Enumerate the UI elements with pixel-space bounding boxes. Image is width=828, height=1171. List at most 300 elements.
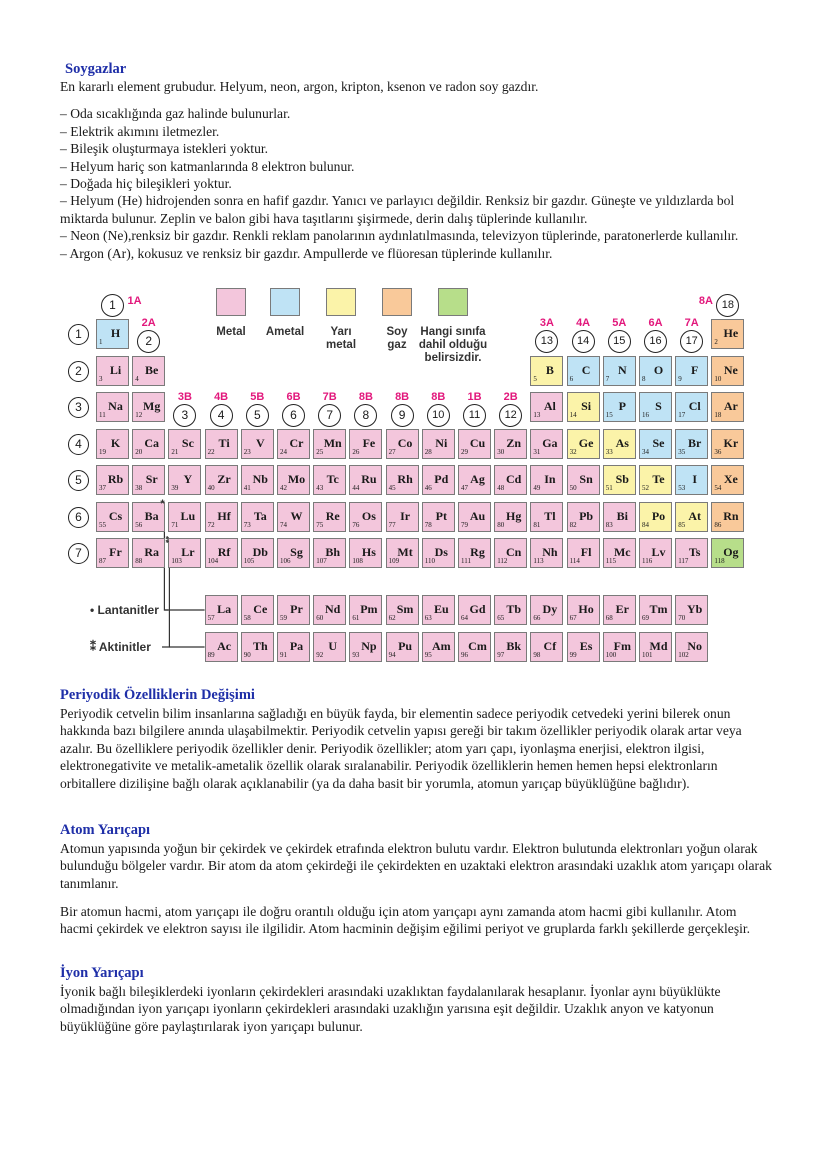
element-cell-c	[567, 356, 600, 386]
atomic-number: 105	[243, 557, 255, 565]
atomic-number: 88	[135, 557, 143, 565]
element-cell-i	[675, 465, 708, 495]
element-cell-sr	[132, 465, 165, 495]
element-cell-b	[530, 356, 563, 386]
atomic-number: 45	[388, 484, 396, 492]
element-cell-og	[711, 538, 744, 568]
element-cell-k	[96, 429, 129, 459]
element-symbol: Hg	[506, 508, 522, 523]
group-label-4a: 4A	[576, 317, 591, 329]
bullet: – Bileşik oluşturmaya istekleri yoktur.	[60, 141, 269, 157]
atomic-number: 10	[714, 374, 722, 383]
atomic-number: 36	[714, 447, 722, 456]
element-cell-ac	[205, 632, 238, 662]
period-number-7: 7	[68, 543, 89, 564]
atomic-number: 57	[207, 614, 215, 622]
legend-label-noble: Soy gaz	[386, 326, 408, 351]
element-cell-bh	[313, 538, 346, 568]
element-symbol: Md	[649, 639, 668, 653]
element-symbol: Np	[361, 639, 377, 653]
atomic-number: 27	[388, 447, 396, 456]
element-symbol: Ds	[434, 545, 448, 559]
atomic-number: 31	[533, 447, 541, 456]
legend-label-metal: Metal	[216, 326, 246, 338]
atomic-number: 118	[714, 557, 725, 565]
group-label-6a: 6A	[648, 317, 663, 329]
atomic-number: 89	[207, 651, 215, 659]
element-symbol: Pd	[434, 472, 449, 486]
element-symbol: Se	[652, 435, 665, 450]
atomic-number: 109	[388, 557, 400, 565]
element-cell-xe	[711, 465, 744, 495]
element-symbol: Fl	[580, 545, 592, 559]
group-number-17: 17	[680, 330, 703, 353]
atomic-number: 63	[424, 614, 432, 622]
element-cell-ca	[132, 429, 165, 459]
atomic-number: 17	[678, 411, 686, 419]
element-cell-lr	[168, 538, 201, 568]
element-symbol: V	[255, 435, 265, 450]
atomic-number: 2	[714, 338, 718, 346]
atomic-number: 72	[207, 520, 215, 529]
atomic-number: 70	[678, 614, 686, 622]
atomic-number: 91	[280, 651, 287, 659]
atomic-number: 107	[316, 557, 327, 565]
element-symbol: Eu	[433, 602, 449, 616]
element-symbol: Ca	[144, 435, 160, 450]
atomic-number: 38	[135, 484, 143, 492]
element-symbol: Rg	[470, 545, 485, 559]
group-number-14: 14	[572, 330, 595, 353]
atomic-number: 61	[352, 614, 360, 622]
atomic-number: 108	[352, 557, 363, 565]
atomic-number: 40	[207, 484, 215, 492]
element-symbol: Sg	[290, 545, 303, 559]
element-cell-nd	[313, 595, 346, 625]
element-cell-v	[241, 429, 274, 459]
actinide-marker: **	[160, 536, 171, 544]
group-label-8a: 8A	[698, 295, 713, 307]
element-cell-be	[132, 356, 165, 386]
element-cell-se	[639, 429, 672, 459]
element-symbol: Hf	[217, 508, 231, 523]
period-number-5: 5	[68, 470, 89, 491]
element-cell-y	[168, 465, 201, 495]
element-symbol: Cm	[468, 639, 487, 653]
element-symbol: Cs	[108, 508, 123, 523]
element-cell-dy	[530, 595, 563, 625]
element-cell-in	[530, 465, 563, 495]
element-symbol: Te	[652, 472, 665, 486]
element-cell-gd	[458, 595, 491, 625]
group-label-5a: 5A	[612, 317, 627, 329]
element-cell-es	[567, 632, 600, 662]
element-symbol: Mn	[323, 435, 342, 450]
element-cell-cl	[675, 392, 708, 422]
element-cell-sc	[168, 429, 201, 459]
element-cell-sn	[567, 465, 600, 495]
element-cell-al	[530, 392, 563, 422]
element-symbol: Rh	[397, 472, 413, 486]
atomic-number: 53	[678, 484, 686, 492]
group-label-2b: 2B	[503, 391, 518, 403]
atomic-number: 19	[99, 447, 106, 456]
atomic-number: 78	[424, 520, 432, 529]
period-number-6: 6	[68, 507, 89, 528]
element-symbol: Nb	[252, 472, 268, 486]
bullet: – Helyum hariç son katmanlarında 8 elektron bulunur.	[60, 158, 355, 174]
element-cell-at	[675, 502, 708, 532]
group-number-11: 11	[463, 404, 486, 427]
legend-swatch-unknown	[438, 288, 468, 316]
legend-label-metalloid: Yarı metal	[325, 326, 357, 351]
element-symbol: Al	[543, 399, 556, 413]
element-cell-la	[205, 595, 238, 625]
atomic-number: 92	[316, 651, 324, 659]
element-cell-hg	[494, 502, 527, 532]
element-cell-hf	[205, 502, 238, 532]
actinides-label: ⁑ Aktinitler	[90, 640, 151, 654]
atomic-number: 76	[352, 520, 360, 529]
atomic-number: 43	[316, 484, 324, 492]
element-symbol: Gd	[469, 602, 486, 616]
atomic-number: 48	[497, 484, 505, 492]
element-symbol: Yb	[687, 602, 703, 616]
legend-label-nonmetal: Ametal	[265, 326, 305, 338]
element-symbol: Ta	[253, 508, 267, 523]
periyodik-text: Periyodik cetvelin bilim insanlarına sağladığı en büyük fayda, bir elementin sadece periyodik cetvedeki yerini bilerek onun hakkında bazı bilgilere anında ulaşabilmektir. Periyodik cetvelin yapısı gereği bir takım özellikler periyodik olarak artar veya azalır. Bu özelliklere periyodik özellikler denir. Periyodik özellikler; atom yarı çapı, iyonlaşma enerjisi, elektron ilgisi, elektronegativite ve metalik-ametalik özellik olarak sıralanabilir. Periyodik özelliklerin hemen hemen hepsi elektronların orbitallere dizilişine bağlı olarak açıklanabilir (ya da daha basit bir yorumla, atomun yarıçap büyüklüğüne bağlıdır).	[60, 706, 742, 791]
element-symbol: Pm	[360, 602, 378, 616]
atomic-number: 83	[605, 520, 613, 529]
element-cell-am	[422, 632, 455, 662]
element-cell-tl	[530, 502, 563, 532]
atomic-number: 24	[280, 447, 287, 456]
element-symbol: Cf	[543, 639, 557, 653]
group-number-10: 10	[427, 404, 450, 427]
atomic-number: 35	[678, 447, 686, 456]
element-symbol: O	[653, 362, 664, 377]
element-symbol: Mo	[287, 472, 306, 486]
element-cell-pd	[422, 465, 455, 495]
atomic-number: 103	[171, 557, 182, 565]
lanthanides-label: • Lantanitler	[90, 603, 159, 617]
atomic-number: 14	[569, 411, 577, 419]
atomic-number: 41	[243, 484, 251, 492]
element-cell-ta	[241, 502, 274, 532]
group-label-3b: 3B	[177, 391, 192, 403]
element-cell-zn	[494, 429, 527, 459]
atomic-number: 95	[424, 651, 432, 659]
atomic-number: 18	[714, 411, 722, 419]
element-cell-mo	[277, 465, 310, 495]
group-label-1b: 1B	[467, 391, 482, 403]
element-symbol: Pu	[398, 639, 413, 653]
group-label-1a: 1A	[127, 295, 142, 307]
element-symbol: Cu	[469, 435, 486, 450]
atomic-number: 67	[569, 614, 577, 622]
atomic-number: 37	[99, 484, 106, 492]
atomic-number: 47	[461, 484, 468, 492]
element-symbol: Fr	[109, 545, 122, 559]
atomic-number: 65	[497, 614, 505, 622]
element-symbol: Th	[252, 639, 268, 653]
atomic-number: 32	[569, 447, 577, 456]
element-cell-cf	[530, 632, 563, 662]
element-cell-rn	[711, 502, 744, 532]
atomic-number: 99	[569, 651, 577, 659]
atomic-number: 75	[316, 520, 324, 529]
section-title-soygazlar: Soygazlar	[65, 61, 127, 77]
element-cell-as	[603, 429, 636, 459]
element-symbol: Sn	[579, 472, 593, 486]
element-symbol: Rf	[217, 545, 231, 559]
element-cell-ds	[422, 538, 455, 568]
group-label-5b: 5B	[250, 391, 265, 403]
group-number-3: 3	[173, 404, 196, 427]
atomic-number: 11	[99, 411, 106, 419]
element-symbol: Db	[252, 545, 268, 559]
element-cell-p	[603, 392, 636, 422]
iyon-yaricapi-text: İyonik bağlı bileşiklerdeki iyonların çekirdekleri arasındaki uzaklıktan faydalanılarak hesaplanır. İyonlar aynı büyüklükte olmadığından iyon yarıçapı iyonların çekirdekleri arasındaki uzaklığın yarısına eşit değildir. Uzaklık anyon ve katyonun büyüklüğüne göre paylaştırılarak iyon yarıçapı bulunur.	[60, 984, 721, 1034]
element-cell-u	[313, 632, 346, 662]
period-number-2: 2	[68, 361, 89, 382]
period-number-1: 1	[68, 324, 89, 345]
element-cell-kr	[711, 429, 744, 459]
element-cell-mg	[132, 392, 165, 422]
element-cell-tm	[639, 595, 672, 625]
atomic-number: 54	[714, 484, 722, 492]
element-cell-po	[639, 502, 672, 532]
group-number-13: 13	[535, 330, 558, 353]
atomic-number: 80	[497, 520, 505, 529]
element-cell-th	[241, 632, 274, 662]
element-symbol: Tc	[326, 472, 339, 486]
element-cell-cm	[458, 632, 491, 662]
element-symbol: Ni	[435, 435, 448, 450]
element-symbol: Ge	[578, 435, 594, 450]
atomic-number: 30	[497, 447, 505, 456]
element-symbol: Os	[361, 508, 376, 523]
group-number-7: 7	[318, 404, 341, 427]
element-symbol: S	[655, 399, 662, 413]
bullet: – Neon (Ne),renksiz bir gazdır. Renkli reklam panolarının aydınlatılmasında, televizyon tüplerinde, paratonerlerde kullanılır.	[60, 228, 739, 244]
atomic-number: 42	[280, 484, 287, 492]
element-symbol: Tl	[544, 508, 556, 523]
atomic-number: 28	[424, 447, 432, 456]
section-title-periyodik: Periyodik Özelliklerin Değişimi	[60, 687, 255, 703]
element-symbol: La	[217, 602, 232, 616]
atomic-number: 117	[678, 557, 689, 565]
group-number-12: 12	[499, 404, 522, 427]
bullet: – Argon (Ar), kokusuz ve renksiz bir gazdır. Ampullerde ve flüoresan tüplerinde kullanılır.	[60, 245, 553, 261]
element-cell-ce	[241, 595, 274, 625]
atomic-number: 113	[533, 557, 544, 565]
element-cell-rf	[205, 538, 238, 568]
element-symbol: K	[110, 435, 121, 450]
element-cell-bk	[494, 632, 527, 662]
element-cell-ru	[349, 465, 382, 495]
element-symbol: Bi	[616, 508, 628, 523]
element-symbol: H	[110, 326, 121, 340]
atom-yaricapi-text-1: Atomun yapısında yoğun bir çekirdek ve çekirdek etrafında elektron bulutu vardır. Elektron bulutunda elektronları yoğun olarak bulunduğu bölgeler vardır. Bir atom da atom çekirdeği ile çekirdekten en uzaktaki elektron arasındaki uzaklık atom yarıçapı olarak tanımlanır.	[60, 841, 772, 891]
element-symbol: P	[618, 399, 626, 413]
element-symbol: He	[723, 326, 739, 340]
atomic-number: 1	[99, 338, 103, 346]
element-cell-f	[675, 356, 708, 386]
atomic-number: 100	[605, 651, 617, 659]
element-cell-co	[386, 429, 419, 459]
element-cell-sb	[603, 465, 636, 495]
element-cell-ag	[458, 465, 491, 495]
element-cell-yb	[675, 595, 708, 625]
group-number-1: 1	[101, 294, 124, 317]
element-symbol: F	[691, 362, 699, 377]
element-cell-pr	[277, 595, 310, 625]
element-symbol: Xe	[723, 472, 738, 486]
atomic-number: 69	[642, 614, 649, 622]
atomic-number: 110	[424, 557, 436, 565]
legend-swatch-noble	[382, 288, 412, 316]
atomic-number: 96	[461, 651, 468, 659]
element-symbol: Sm	[396, 602, 414, 616]
atomic-number: 46	[424, 484, 432, 492]
element-cell-mn	[313, 429, 346, 459]
atomic-number: 8	[642, 374, 646, 383]
element-symbol: Ir	[400, 508, 411, 523]
atomic-number: 77	[388, 520, 396, 529]
element-symbol: Zr	[217, 472, 231, 486]
atomic-number: 39	[171, 484, 179, 492]
atomic-number: 60	[316, 614, 324, 622]
group-number-18: 18	[716, 294, 739, 317]
element-cell-te	[639, 465, 672, 495]
element-cell-os	[349, 502, 382, 532]
element-symbol: Cr	[289, 435, 304, 450]
element-symbol: Nh	[542, 545, 558, 559]
element-symbol: Sc	[181, 435, 194, 450]
atomic-number: 34	[642, 447, 649, 456]
element-symbol: Dy	[542, 602, 558, 616]
element-symbol: Li	[109, 362, 122, 377]
element-cell-he	[711, 319, 744, 349]
element-symbol: Pr	[290, 602, 303, 616]
element-cell-mc	[603, 538, 636, 568]
atomic-number: 9	[678, 374, 682, 383]
element-cell-db	[241, 538, 274, 568]
atomic-number: 13	[533, 411, 541, 419]
element-symbol: Cd	[506, 472, 522, 486]
atomic-number: 64	[461, 614, 468, 622]
atomic-number: 87	[99, 557, 106, 565]
element-symbol: Ts	[688, 545, 701, 559]
element-cell-zr	[205, 465, 238, 495]
atomic-number: 93	[352, 651, 360, 659]
legend-swatch-nonmetal	[270, 288, 300, 316]
element-cell-pa	[277, 632, 310, 662]
element-symbol: Pt	[435, 508, 447, 523]
atomic-number: 49	[533, 484, 541, 492]
element-cell-no	[675, 632, 708, 662]
atom-yaricapi-text-2: Bir atomun hacmi, atom yarıçapı ile doğru orantılı olduğu için atom yarıçapı aynı zamanda atom hacmi gibi kullanılır. Atom hacmi çekirdek ve elektron sayısı ile ilgilidir. Atom hacminin değişim eğilimi periyot ve gruplarda farklı şekillerde gerçekleşir.	[60, 904, 751, 937]
atomic-number: 21	[171, 447, 179, 456]
atomic-number: 114	[569, 557, 580, 565]
section-title-atom-yaricapi: Atom Yarıçapı	[60, 822, 151, 838]
element-cell-ir	[386, 502, 419, 532]
element-cell-sg	[277, 538, 310, 568]
atomic-number: 66	[533, 614, 541, 622]
group-label-3a: 3A	[539, 317, 554, 329]
element-cell-rb	[96, 465, 129, 495]
group-label-2a: 2A	[141, 317, 156, 329]
element-cell-na	[96, 392, 129, 422]
element-symbol: Sr	[145, 472, 158, 486]
element-symbol: Mg	[143, 399, 161, 413]
atomic-number: 59	[280, 614, 287, 622]
atomic-number: 22	[207, 447, 215, 456]
element-cell-tb	[494, 595, 527, 625]
element-symbol: Zn	[506, 435, 522, 450]
atomic-number: 102	[678, 651, 689, 659]
atomic-number: 85	[678, 520, 686, 529]
element-symbol: Fm	[613, 639, 631, 653]
atomic-number: 23	[243, 447, 251, 456]
bullet: – Helyum (He) hidrojenden sonra en hafif gazdır. Yanıcı ve parlayıcı değildir. Renksiz bir gazdır. Güneşte ve yıldızlarda bol miktarda bulunur. Zeplin ve balon gibi hava taşıtlarını şişirmede, derin dalış tüplerinde kullanılır.	[60, 193, 735, 226]
element-cell-ti	[205, 429, 238, 459]
element-cell-rh	[386, 465, 419, 495]
group-label-8b: 8B	[358, 391, 373, 403]
element-symbol: As	[615, 435, 629, 450]
atomic-number: 29	[461, 447, 468, 456]
atomic-number: 112	[497, 557, 508, 565]
element-symbol: Pa	[289, 639, 304, 653]
periodic-table	[60, 286, 770, 671]
group-label-8b: 8B	[431, 391, 446, 403]
element-cell-re	[313, 502, 346, 532]
element-cell-sm	[386, 595, 419, 625]
element-symbol: Co	[397, 435, 413, 450]
element-cell-fe	[349, 429, 382, 459]
section-title-iyon-yaricapi: İyon Yarıçapı	[60, 965, 144, 981]
element-cell-ni	[422, 429, 455, 459]
element-symbol: Ti	[218, 435, 230, 450]
element-symbol: Ne	[723, 362, 738, 377]
bullet: – Elektrik akımını iletmezler.	[60, 123, 220, 139]
atomic-number: 94	[388, 651, 396, 659]
group-number-6: 6	[282, 404, 305, 427]
atomic-number: 81	[533, 520, 541, 529]
element-cell-pt	[422, 502, 455, 532]
atomic-number: 116	[642, 557, 653, 565]
element-cell-cd	[494, 465, 527, 495]
element-cell-s	[639, 392, 672, 422]
atomic-number: 115	[605, 557, 617, 565]
group-label-8b: 8B	[395, 391, 410, 403]
element-cell-o	[639, 356, 672, 386]
element-symbol: Mc	[613, 545, 631, 559]
element-symbol: Cl	[688, 399, 701, 413]
element-cell-eu	[422, 595, 455, 625]
element-cell-hs	[349, 538, 382, 568]
legend-swatch-metalloid	[326, 288, 356, 316]
element-cell-np	[349, 632, 382, 662]
element-cell-cn	[494, 538, 527, 568]
atomic-number: 58	[243, 614, 251, 622]
group-label-4b: 4B	[214, 391, 229, 403]
element-symbol: No	[687, 639, 703, 653]
atomic-number: 6	[569, 374, 574, 383]
element-symbol: Bh	[325, 545, 341, 559]
period-number-4: 4	[68, 434, 89, 455]
